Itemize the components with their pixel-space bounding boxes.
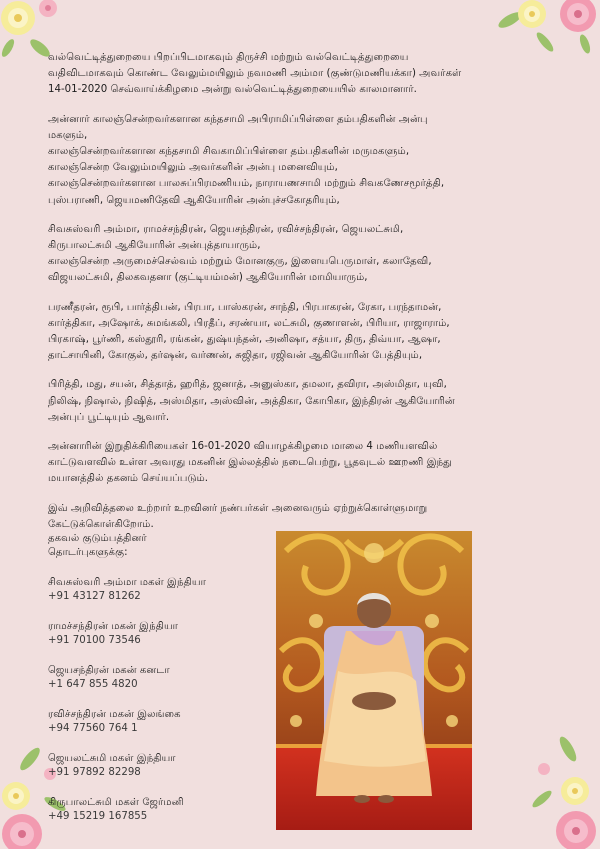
contact-phone[interactable]: +91 43127 81262 — [48, 590, 141, 602]
text-line: மயானத்தில் தகனம் செய்யப்படும். — [48, 473, 209, 485]
text-line: 14-01-2020 செவ்வாய்க்கிழமை அன்று வல்வெட்டித்துறையையில் காலமானார். — [48, 84, 417, 96]
text-line: அன்புப் பூட்டியும் ஆவார். — [48, 411, 170, 423]
text-line: மகளும், — [48, 129, 88, 141]
contact-name: ஜெயசந்திரன் மகன் கனடா — [48, 665, 170, 676]
contact-heading: தகவல் குடும்பத்தினர் தொடர்புகளுக்கு: — [48, 533, 147, 558]
contact-list — [48, 532, 263, 840]
contact-item — [48, 620, 263, 647]
contact-name: சிவசுஸ்வரி அம்மா மகள் இந்தியா — [48, 577, 206, 588]
text-line: அன்னாரின் இறுதிக்கிரியைகள் 16-01-2020 வியாழக்கிழமை மாலை 4 மணியளவில் — [48, 441, 438, 453]
text-line: நிலிஷ், நிஷால், நிஷித், அஸ்மிதா, அஸ்வின், அத்திகா, கோபிகா, இந்திரன் ஆகியோரின் — [48, 395, 455, 407]
paragraph-funeral-details — [48, 439, 553, 488]
text-line: காலஞ்சென்றவர்களான கந்தசாமி சிவகாமிப்பிள்ளை தம்பதிகளின் மருமகளும், — [48, 146, 410, 158]
text-line: காலஞ்சென்ற அருமைச்செல்வம் மற்றும் மோனகுரு, இளையபெருமாள், கலாதேவி, — [48, 256, 432, 268]
contact-name: ராமச்சந்திரன் மகன் இந்தியா — [48, 621, 179, 632]
text-line: பிரித்தி, மது, சயன், சித்தாத், ஹரித், ஜனாத், அனுஸ்கா, தமலா, தவிரா, அஸ்மிதா, யுவி, — [48, 379, 447, 391]
text-line: சிவசுஸ்வரி அம்மா, ராமச்சந்திரன், ஜெயசந்திரன், ரவிச்சந்திரன், ஜெயலட்சுமி, — [48, 223, 404, 235]
text-line: பிரகாஷ், பூர்ணி, கஸ்தூரி, ரங்கன், துஷ்யந்தன், அனிஷா, சத்யா, திரு, திவ்யா, ஆஷா, — [48, 334, 441, 346]
text-line: விஜயலட்சுமி, திலகவதனா (குட்டியம்மன்) ஆகியோரின் மாமியாரும், — [48, 272, 368, 284]
contact-item — [48, 752, 263, 779]
text-line: வல்வெட்டித்துறையை பிறப்பிடமாகவும் திருச்சி மற்றும் வல்வெட்டித்துறையை — [48, 52, 409, 63]
contact-phone[interactable]: +91 70100 73546 — [48, 634, 141, 646]
contact-phone[interactable]: +91 97892 82298 — [48, 766, 141, 778]
paragraph-death-notice — [48, 50, 553, 99]
contact-name: ரவிச்சந்திரன் மகன் இலங்கை — [48, 709, 181, 720]
text-line: காலஞ்சென்றவர்களான பாலசுப்பிரமணியம், நாராயணசாமி மற்றும் சிவகணேசமூர்த்தி, — [48, 178, 445, 190]
text-line: கேட்டுக்கொள்கிறோம். — [48, 518, 154, 530]
contact-phone[interactable]: +94 77560 764 1 — [48, 722, 138, 734]
paragraph-grandchildren — [48, 300, 553, 365]
contact-item — [48, 796, 263, 823]
paragraph-children — [48, 222, 553, 287]
contact-name: ஜெயலட்சுமி மகள் இந்தியா — [48, 753, 176, 764]
paragraph-great-grandchildren — [48, 377, 553, 426]
text-line: புஸ்பராணி, ஜெயமணிதேவி ஆகியோரின் அன்புச்சகோதரியும், — [48, 194, 340, 206]
text-line: தாட்சாயினி, கோகுல், தர்ஷன், வர்ணன், சுஜிதா, ரஜிவன் ஆகியோரின் பேத்தியும், — [48, 350, 423, 362]
flower-decoration-bottom-right — [520, 729, 600, 849]
text-line: காட்டுவளவில் உள்ள அவரது மகனின் இல்லத்தில் நடைபெற்று, பூதவுடல் ஊறணி இந்து — [48, 457, 453, 469]
text-line: காலஞ்சென்ற வேலும்மயிலும் அவர்களின் அன்பு மனைவியும், — [48, 162, 338, 174]
obituary-text — [48, 50, 553, 546]
paragraph-family-relations — [48, 112, 553, 209]
text-line: கிருபாலட்சுமி ஆகியோரின் அன்புத்தாயாரும், — [48, 240, 261, 252]
text-line: அன்னார் காலஞ்சென்றவர்களான கந்தசாமி அபிராமிப்பிள்ளை தம்பதிகளின் அன்பு — [48, 113, 428, 125]
text-line: வதிவிடமாகவும் கொண்ட வேலும்மயிலும் நவமணி அம்மா (குண்டுமணியக்கா) அவர்கள் — [48, 68, 462, 80]
contact-item — [48, 576, 263, 603]
contact-item — [48, 708, 263, 735]
text-line: பரணீதரன், ரூபி, பார்த்திபன், பிரபா, பாஸ்கரன், சாந்தி, பிரபாகரன், ரேகா, பரந்தாமன், — [48, 301, 442, 313]
contact-phone[interactable]: +49 15219 167855 — [48, 810, 148, 822]
contact-item — [48, 664, 263, 691]
paragraph-request — [48, 501, 553, 533]
portrait-photo — [276, 531, 472, 830]
contact-name: கிருபாலட்சுமி மகள் ஜேர்மனி — [48, 797, 184, 808]
text-line: கார்த்திகா, அஷோக், சுமங்கலி, பிரதீப், சரண்யா, லட்சுமி, குணாளன், பிரியா, ராஜாராம், — [48, 317, 450, 329]
text-line: இவ் அறிவித்தலை உற்றார் உறவினர் நண்பர்கள் அனைவரும் ஏற்றுக்கொள்ளுமாறு — [48, 502, 428, 514]
contact-phone[interactable]: +1 647 855 4820 — [48, 678, 138, 690]
